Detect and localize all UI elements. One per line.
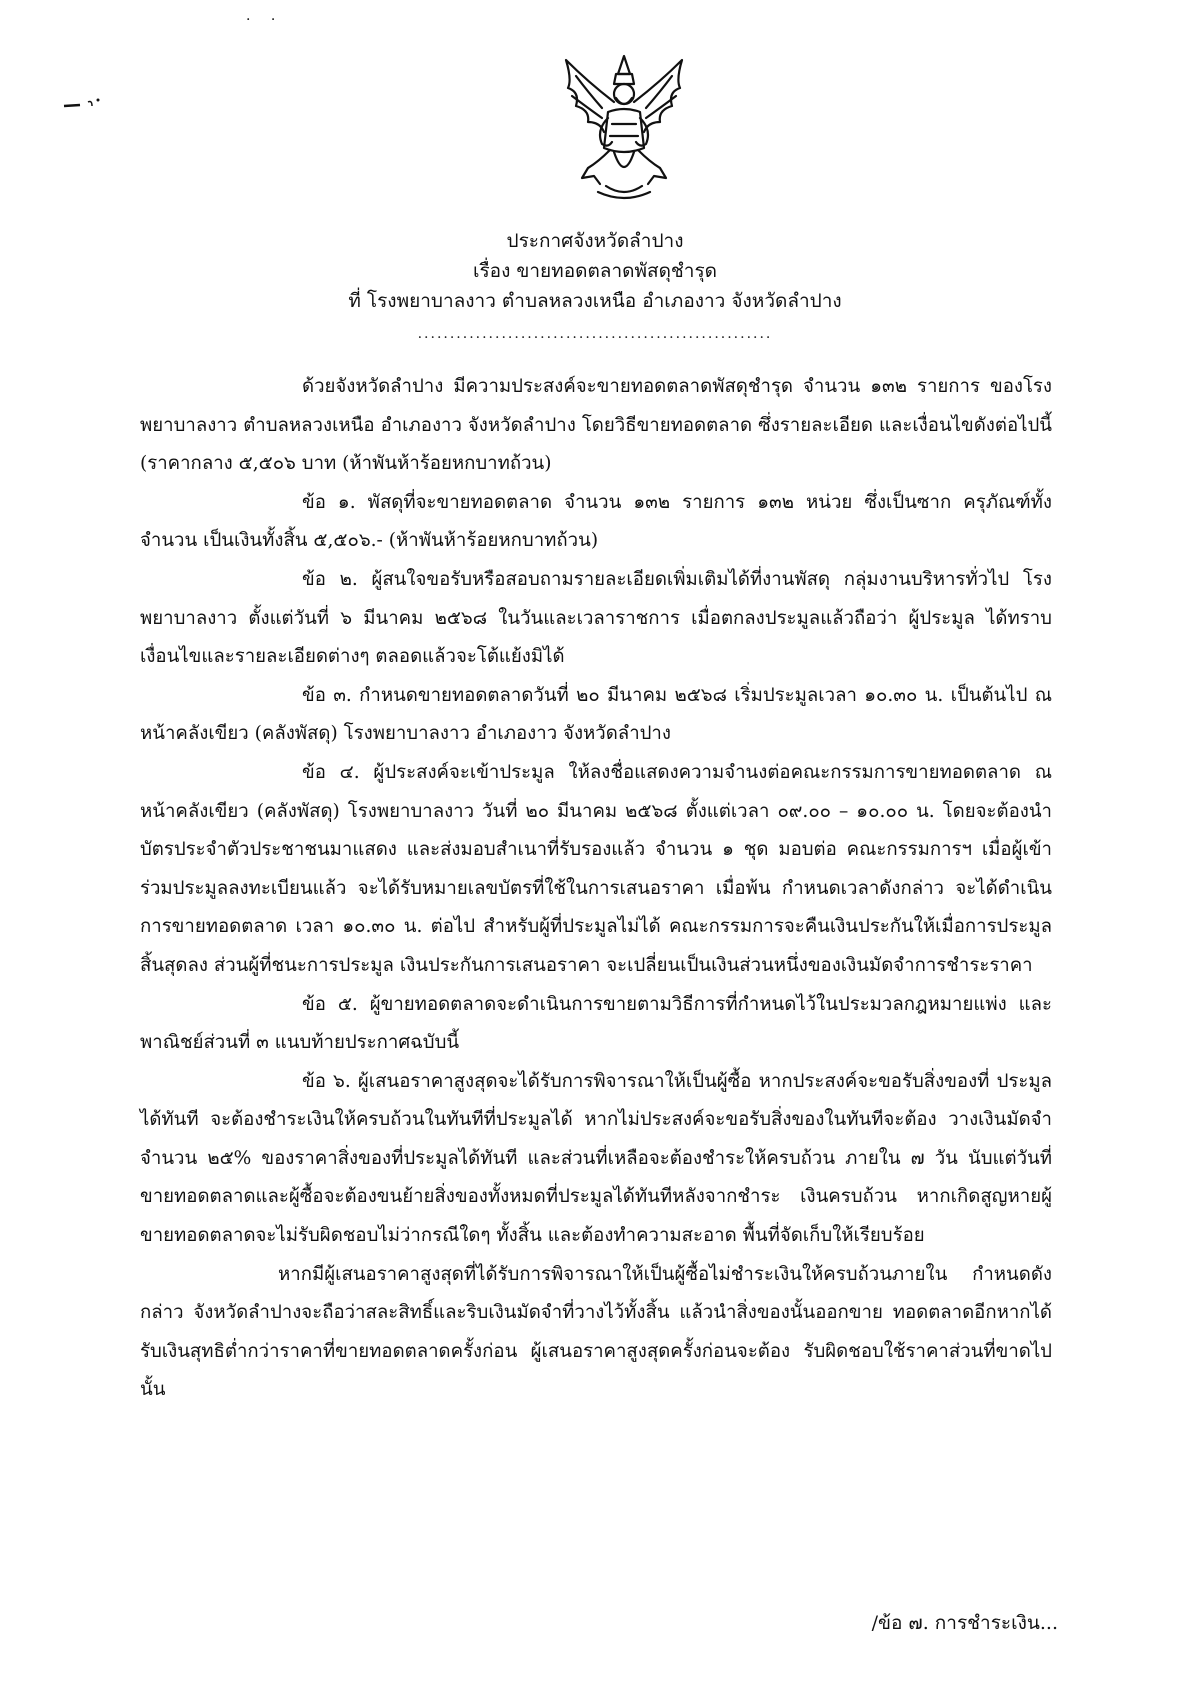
- announcement-subject: เรื่อง ขายทอดตลาดพัสดุชำรุด: [472, 260, 718, 282]
- paragraph-clause-5: ข้อ ๕. ผู้ขายทอดตลาดจะดำเนินการขายตามวิธีการที่กำหนดไว้ในประมวลกฎหมายแพ่ง และพาณิชย์ส่วนที่ ๓ แนบท้ายประกาศฉบับนี้: [140, 993, 1052, 1054]
- continuation-note: /ข้อ ๗. การชำระเงิน...: [871, 1612, 1058, 1634]
- garuda-emblem-icon: [558, 52, 690, 202]
- heading-divider: .......................................................: [417, 326, 773, 342]
- announcement-body: [140, 368, 1052, 1410]
- paragraph-clause-3: ข้อ ๓. กำหนดขายทอดตลาดวันที่ ๒๐ มีนาคม ๒๕๖๘ เริ่มประมูลเวลา ๑๐.๓๐ น. เป็นต้นไป ณ หน้าคลังเขียว (คลังพัสดุ) โรงพยาบาลงาว อำเภองาว จังหวัดลำปาง: [140, 684, 1052, 745]
- paragraph-clause-4: ข้อ ๔. ผู้ประสงค์จะเข้าประมูล ให้ลงชื่อแสดงความจำนงต่อคณะกรรมการขายทอดตลาด ณ หน้าคลังเขียว (คลังพัสดุ) โรงพยาบาลงาว วันที่ ๒๐ มีนาคม ๒๕๖๘ ตั้งแต่เวลา ๐๙.๐๐ – ๑๐.๐๐ น. โดยจะต้องนำบัตรประจำตัวประชาชนมาแสดง และส่งมอบสำเนาที่รับรองแล้ว จำนวน ๑ ชุด มอบต่อ คณะกรรมการฯ เมื่อผู้เข้าร่วมประมูลลงทะเบียนแล้ว จะได้รับหมายเลขบัตรที่ใช้ในการเสนอราคา เมื่อพ้น กำหนดเวลาดังกล่าว จะได้ดำเนินการขายทอดตลาด เวลา ๑๐.๓๐ น. ต่อไป สำหรับผู้ที่ประมูลไม่ได้ คณะกรรมการจะคืนเงินประกันให้เมื่อการประมูลสิ้นสุดลง ส่วนผู้ที่ชนะการประมูล เงินประกันการเสนอราคา จะเปลี่ยนเป็นเงินส่วนหนึ่งของเงินมัดจำการชำระราคา: [140, 761, 1052, 976]
- scan-speck: · ·: [246, 12, 284, 28]
- paragraph-clause-2: ข้อ ๒. ผู้สนใจขอรับหรือสอบถามรายละเอียดเพิ่มเติมได้ที่งานพัสดุ กลุ่มงานบริหารทั่วไป โรงพยาบาลงาว ตั้งแต่วันที่ ๖ มีนาคม ๒๕๖๘ ในวันและเวลาราชการ เมื่อตกลงประมูลแล้วถือว่า ผู้ประมูล ได้ทราบเงื่อนไขและรายละเอียดต่างๆ ตลอดแล้วจะโต้แย้งมิได้: [140, 568, 1052, 668]
- stray-pen-mark: [62, 96, 102, 112]
- paragraph-intro: ด้วยจังหวัดลำปาง มีความประสงค์จะขายทอดตลาดพัสดุชำรุด จำนวน ๑๓๒ รายการ ของโรงพยาบาลงาว ตำบลหลวงเหนือ อำเภองาว จังหวัดลำปาง โดยวิธีขายทอดตลาด ซึ่งรายละเอียด และเงื่อนไขดังต่อไปนี้ (ราคากลาง ๕,๕๐๖ บาท (ห้าพันห้าร้อยหกบาทถ้วน): [140, 376, 1052, 475]
- paragraph-clause-1: ข้อ ๑. พัสดุที่จะขายทอดตลาด จำนวน ๑๓๒ รายการ ๑๓๒ หน่วย ซึ่งเป็นซาก ครุภัณฑ์ทั้งจำนวน เป็นเงินทั้งสิ้น ๕,๕๐๖.- (ห้าพันห้าร้อยหกบาทถ้วน): [140, 491, 1052, 552]
- paragraph-clause-6: ข้อ ๖. ผู้เสนอราคาสูงสุดจะได้รับการพิจารณาให้เป็นผู้ซื้อ หากประสงค์จะขอรับสิ่งของที่ ประมูลได้ทันที จะต้องชำระเงินให้ครบถ้วนในทันทีที่ประมูลได้ หากไม่ประสงค์จะขอรับสิ่งของในทันทีจะต้อง วางเงินมัดจำ จำนวน ๒๕% ของราคาสิ่งของที่ประมูลได้ทันที และส่วนที่เหลือจะต้องชำระให้ครบถ้วน ภายใน ๗ วัน นับแต่วันที่ขายทอดตลาดและผู้ซื้อจะต้องขนย้ายสิ่งของทั้งหมดที่ประมูลได้ทันทีหลังจากชำระ เงินครบถ้วน หากเกิดสูญหายผู้ขายทอดตลาดจะไม่รับผิดชอบไม่ว่ากรณีใดๆ ทั้งสิ้น และต้องทำความสะอาด พื้นที่จัดเก็บให้เรียบร้อย: [140, 1070, 1052, 1247]
- paragraph-default-clause: หากมีผู้เสนอราคาสูงสุดที่ได้รับการพิจารณาให้เป็นผู้ซื้อไม่ชำระเงินให้ครบถ้วนภายใน กำหนดดังกล่าว จังหวัดลำปางจะถือว่าสละสิทธิ์และริบเงินมัดจำที่วางไว้ทั้งสิ้น แล้วนำสิ่งของนั้นออกขาย ทอดตลาดอีกหากได้รับเงินสุทธิต่ำกว่าราคาที่ขายทอดตลาดครั้งก่อน ผู้เสนอราคาสูงสุดครั้งก่อนจะต้อง รับผิดชอบใช้ราคาส่วนที่ขาดไปนั้น: [140, 1263, 1052, 1401]
- announcement-title: ประกาศจังหวัดลำปาง: [506, 230, 684, 252]
- announcement-location: ที่ โรงพยาบาลงาว ตำบลหลวงเหนือ อำเภองาว จังหวัดลำปาง: [348, 290, 842, 312]
